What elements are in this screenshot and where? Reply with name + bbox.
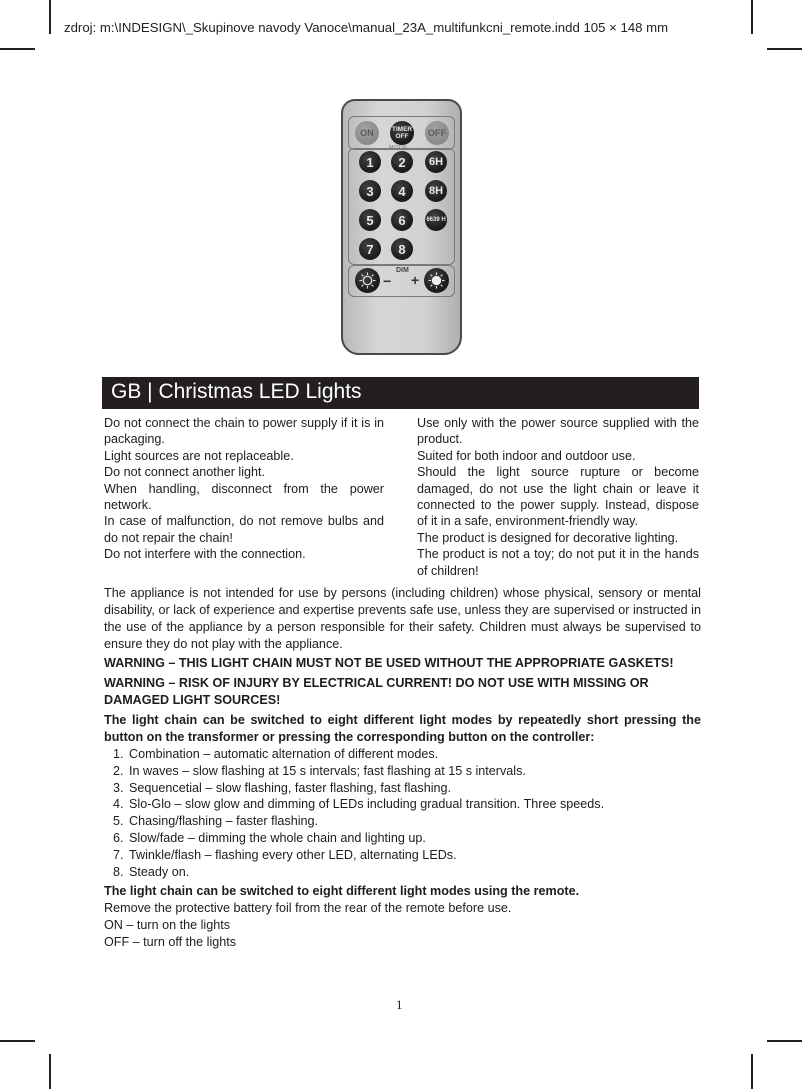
remote-instruction: OFF – turn off the lights: [104, 935, 237, 949]
modes-list: [104, 746, 701, 880]
button-3-icon: 3: [359, 180, 381, 202]
safety-column-left: [104, 415, 384, 563]
button-6639h-icon: 6639 H: [425, 209, 447, 231]
button-7-icon: 7: [359, 238, 381, 260]
warning-electrical: WARNING – RISK OF INJURY BY ELECTRICAL CURRENT! DO NOT USE WITH MISSING OR DAMAGED LIGHT SOURCES!: [104, 676, 649, 707]
remote-instruction: Remove the protective battery foil from the rear of the remote before use.: [104, 901, 512, 915]
crop-mark-bottom-left-horizontal: [0, 1040, 35, 1042]
button-8-icon: 8: [391, 238, 413, 260]
remote-instructions-block: [104, 883, 701, 951]
safety-note: Do not connect another light.: [104, 465, 266, 480]
safety-note: Do not connect the chain to power supply if it is in packaging.: [104, 416, 384, 447]
safety-note: The product is not a toy; do not put it in the hands of children!: [417, 547, 699, 578]
button-4-icon: 4: [391, 180, 413, 202]
button-6-icon: 6: [391, 209, 413, 231]
mode-item: 3. Sequencetial – slow flashing, faster flashing, fast flashing.: [113, 780, 452, 795]
safety-note: The product is designed for decorative lighting.: [417, 530, 679, 545]
mode-item: 7. Twinkle/flash – flashing every other LED, alternating LEDs.: [113, 847, 457, 862]
modes-intro: The light chain can be switched to eight different light modes by repeatedly short pressing the button on the transformer or pressing the corresponding button on the controller:: [104, 713, 701, 744]
safety-note: Do not interfere with the connection.: [104, 547, 306, 562]
warnings-block: [104, 655, 701, 709]
dim-label: DIM: [396, 267, 409, 274]
on-button-icon: ON: [355, 121, 379, 145]
safety-note: Should the light source rupture or become damaged, do not use the light chain or leave it connected to the power supply. Instead, dispose of it in a safe, environment-friendly way.: [417, 465, 699, 529]
remote-intro: The light chain can be switched to eight different light modes using the remote.: [104, 884, 580, 898]
dim-up-sun-icon: [424, 268, 449, 293]
crop-mark-top-right-vertical: [751, 0, 753, 34]
warning-gaskets: WARNING – THIS LIGHT CHAIN MUST NOT BE USED WITHOUT THE APPROPRIATE GASKETS!: [104, 656, 674, 670]
page-number: 1: [396, 997, 403, 1012]
mode-item: 4. Slo-Glo – slow glow and dimming of LEDs including gradual transition. Three speeds.: [113, 797, 605, 812]
mode-item: 2. In waves – slow flashing at 15 s intervals; fast flashing at 15 s intervals.: [113, 763, 526, 778]
mode-item: 8. Steady on.: [113, 864, 190, 879]
mode-label: MODE: [389, 145, 408, 151]
file-slug: zdroj: m:\INDESIGN\_Skupinove navody Vanoce\manual_23A_multifunkcni_remote.indd 105 × 148 mm: [64, 20, 669, 35]
safety-note: Light sources are not replaceable.: [104, 448, 294, 463]
safety-note: In case of malfunction, do not remove bulbs and do not repair the chain!: [104, 514, 384, 545]
safety-note: Use only with the power source supplied with the product.: [417, 416, 699, 447]
safety-note: Suited for both indoor and outdoor use.: [417, 448, 636, 463]
crop-mark-bottom-right-vertical: [751, 1054, 753, 1089]
crop-mark-top-right-horizontal: [767, 48, 802, 50]
appliance-notice-block: [104, 585, 701, 653]
section-title-bar: [102, 377, 699, 409]
crop-mark-top-left-vertical: [49, 0, 51, 34]
appliance-notice: The appliance is not intended for use by persons (including children) whose physical, sensory or mental disability, or lack of experience and expertise prevents safe use, unless they are supervised or instructed in the use of the appliance by a person responsible for their safety. Children must always be supervised to ensure they do not play with the appliance.: [104, 586, 701, 651]
mode-item: 5. Chasing/flashing – faster flashing.: [113, 814, 319, 829]
dim-down-sun-icon: [355, 268, 380, 293]
mode-item: 6. Slow/fade – dimming the whole chain and lighting up.: [113, 830, 426, 845]
dim-plus-sign: +: [411, 272, 420, 288]
button-5-icon: 5: [359, 209, 381, 231]
off-button-icon: OFF: [425, 121, 449, 145]
modes-block: [104, 712, 701, 880]
timer-off-button-icon: TIMER OFF: [390, 121, 414, 145]
safety-column-right: [417, 415, 699, 579]
remote-control-image: [341, 99, 462, 355]
crop-mark-top-left-horizontal: [0, 48, 35, 50]
crop-mark-bottom-right-horizontal: [767, 1040, 802, 1042]
button-1-icon: 1: [359, 151, 381, 173]
remote-instruction: ON – turn on the lights: [104, 918, 231, 932]
dim-minus-sign: −: [383, 273, 392, 289]
safety-note: When handling, disconnect from the power network.: [104, 481, 384, 513]
button-6h-icon: 6H: [425, 151, 447, 173]
button-8h-icon: 8H: [425, 180, 447, 202]
page-title: GB | Christmas LED Lights: [111, 380, 362, 403]
mode-item: 1. Combination – automatic alternation of different modes.: [113, 747, 439, 761]
crop-mark-bottom-left-vertical: [49, 1054, 51, 1089]
button-2-icon: 2: [391, 151, 413, 173]
